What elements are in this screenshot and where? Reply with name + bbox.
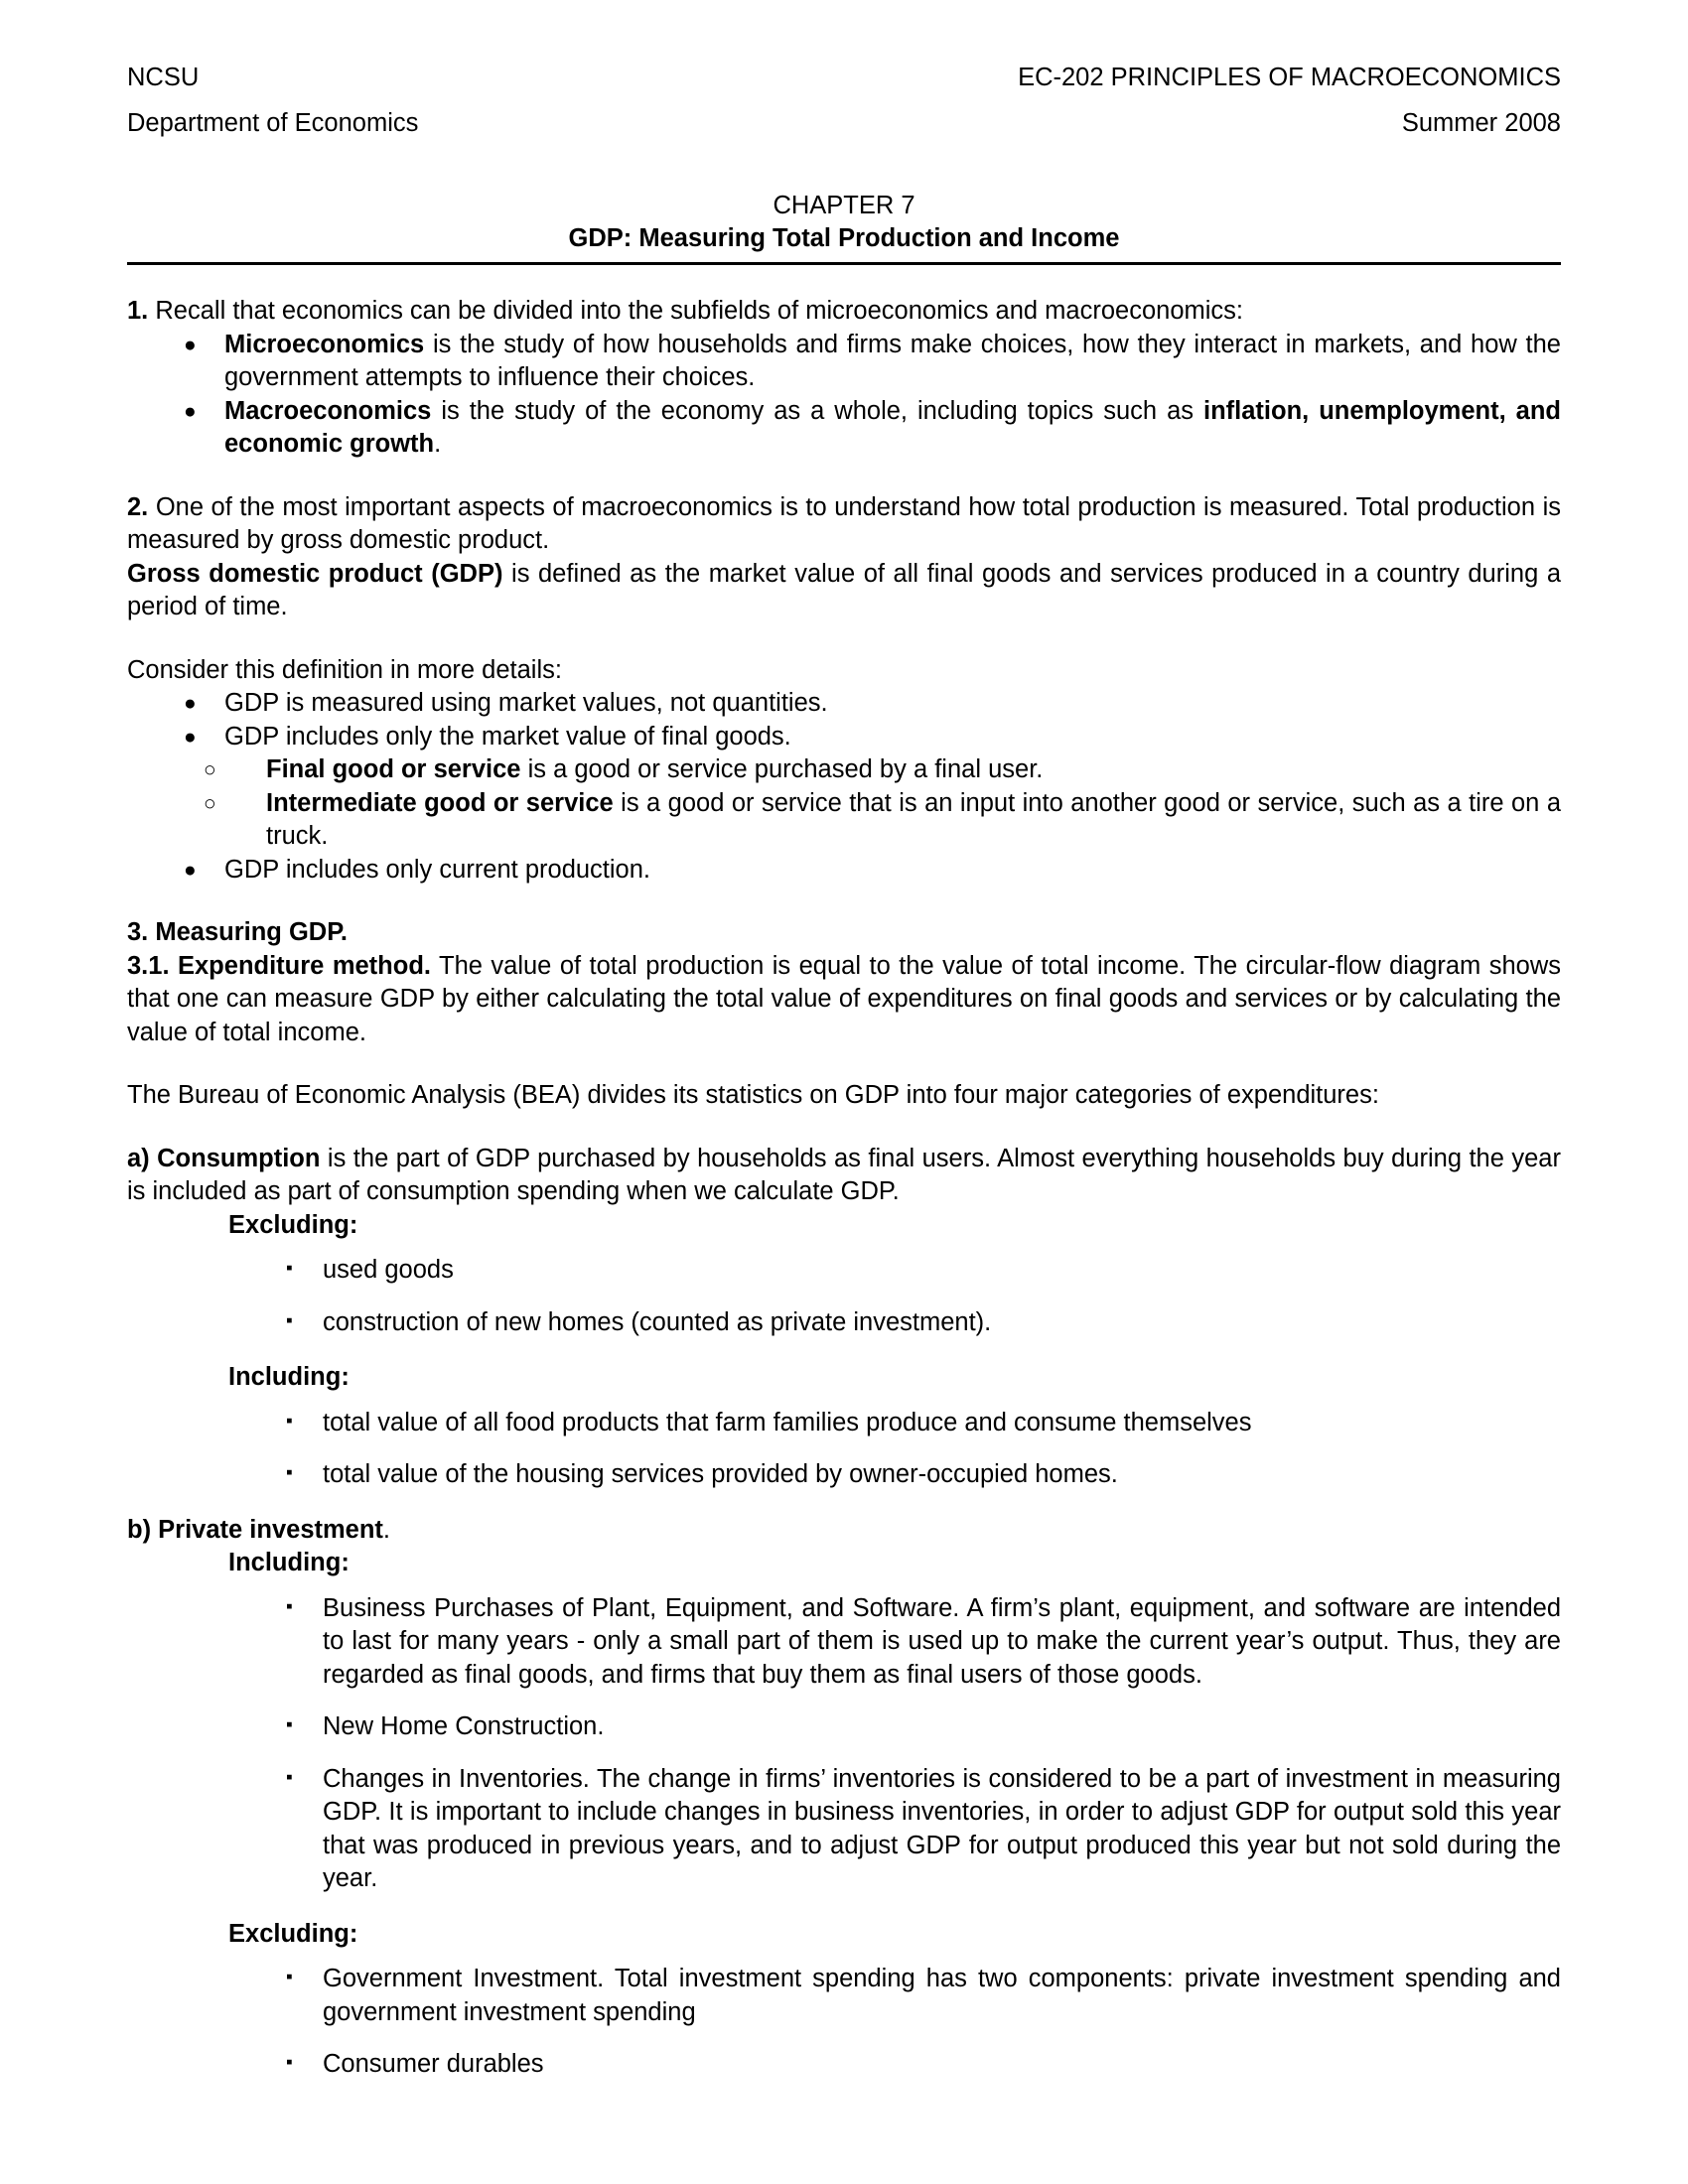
bea-paragraph: The Bureau of Economic Analysis (BEA) divides its statistics on GDP into four major categories of expenditures: bbox=[127, 1081, 1379, 1109]
disc-bullet-icon: ● bbox=[184, 692, 197, 715]
list-item bbox=[127, 1254, 1561, 1288]
disc-bullet-icon: ● bbox=[184, 858, 197, 882]
gdp-definition-text: is defined as the market value of all final goods and services produced in a country during a period of time. bbox=[127, 559, 1561, 620]
investment-label-suffix: . bbox=[382, 1515, 391, 1544]
section2-text: One of the most important aspects of macroeconomics is to understand how total production is measured. Total production is measured by gross domestic product. bbox=[127, 492, 1561, 554]
list-item bbox=[127, 1592, 1561, 1693]
list-item bbox=[127, 329, 1561, 395]
list-item bbox=[127, 1458, 1561, 1492]
investment-excluding-text: Government Investment. Total investment spending has two components: private investment spending and government investment spending bbox=[323, 1965, 1561, 2026]
chapter-number: CHAPTER 7 bbox=[773, 192, 915, 219]
circle-bullet-icon: ○ bbox=[204, 791, 216, 815]
gdp-term: Gross domestic product (GDP) bbox=[127, 559, 503, 588]
square-bullet-icon: ▪ bbox=[286, 1967, 293, 1987]
list-item bbox=[127, 1963, 1561, 2029]
consumption-excluding-label: Excluding: bbox=[228, 1210, 358, 1239]
final-good-term: Final good or service bbox=[266, 755, 521, 783]
disc-bullet-icon: ● bbox=[184, 399, 197, 423]
section2-paragraph bbox=[127, 491, 1561, 558]
square-bullet-icon: ▪ bbox=[286, 1766, 293, 1788]
including-item-text: total value of all food products that farm families produce and consume themselves bbox=[323, 1408, 1252, 1436]
gdp-detail-text: GDP includes only current production. bbox=[224, 855, 651, 884]
expenditure-method-label: 3.1. Expenditure method. bbox=[127, 951, 431, 980]
list-item bbox=[127, 753, 1561, 787]
square-bullet-icon: ▪ bbox=[286, 1309, 293, 1331]
good-service-sublist bbox=[127, 753, 1561, 854]
gdp-current-production-list bbox=[127, 854, 1561, 887]
term-label: Summer 2008 bbox=[1401, 109, 1561, 137]
expenditure-method-text: The value of total production is equal to the value of total income. The circular-flow diagram shows that one can measure GDP by either calculating the total value of expenditures on final goods and services or by calculating the value of total income. bbox=[127, 951, 1561, 1046]
consumption-including-list bbox=[127, 1407, 1561, 1492]
section1-lead bbox=[127, 295, 1561, 329]
investment-heading bbox=[127, 1514, 1561, 1548]
department-name: Department of Economics bbox=[127, 109, 419, 137]
list-item bbox=[127, 854, 1561, 887]
list-item bbox=[127, 721, 1561, 754]
section1-lead-text: Recall that economics can be divided into the subfields of microeconomics and macroeconomics: bbox=[155, 297, 1244, 325]
investment-including-text: Business Purchases of Plant, Equipment, and Software. A firm’s plant, equipment, and software are intended to last for many years - only a small part of them is used up to make the current year’s output. Thus, they are regarded as final goods, and firms that buy them as final users of those goods. bbox=[323, 1593, 1561, 1689]
macroeconomics-definition-b: . bbox=[434, 430, 442, 458]
section1-number: 1. bbox=[127, 297, 149, 325]
square-bullet-icon: ▪ bbox=[286, 1258, 293, 1279]
macroeconomics-term: Macroeconomics bbox=[224, 396, 432, 425]
gdp-detail-text: GDP is measured using market values, not quantities. bbox=[224, 689, 828, 717]
investment-excluding-label: Excluding: bbox=[228, 1919, 358, 1948]
consumption-excluding-list bbox=[127, 1254, 1561, 1339]
list-item bbox=[127, 1763, 1561, 1896]
list-item bbox=[127, 1306, 1561, 1340]
consumption-label: a) Consumption bbox=[127, 1144, 321, 1172]
list-item bbox=[127, 687, 1561, 721]
list-item bbox=[127, 2048, 1561, 2082]
gdp-definition-paragraph bbox=[127, 558, 1561, 624]
institution-name: NCSU bbox=[127, 64, 200, 91]
course-title: EC-202 PRINCIPLES OF MACROECONOMICS bbox=[1018, 64, 1561, 91]
square-bullet-icon: ▪ bbox=[286, 1462, 293, 1483]
expenditure-method-paragraph bbox=[127, 950, 1561, 1050]
page-header-bottom bbox=[127, 103, 1561, 143]
square-bullet-icon: ▪ bbox=[286, 2052, 293, 2073]
intermediate-good-term: Intermediate good or service bbox=[266, 788, 614, 817]
section3-heading-text: 3. Measuring GDP. bbox=[127, 918, 349, 946]
investment-including-label: Including: bbox=[228, 1549, 350, 1576]
consumption-paragraph bbox=[127, 1143, 1561, 1209]
final-good-definition: is a good or service purchased by a final user. bbox=[520, 755, 1044, 783]
disc-bullet-icon: ● bbox=[184, 333, 197, 356]
list-item bbox=[127, 1407, 1561, 1440]
microeconomics-definition: is the study of how households and firms make choices, how they interact in markets, and how the government attempts to influence their choices. bbox=[224, 330, 1561, 391]
intermediate-good-definition: is a good or service that is an input into another good or service, such as a tire on a truck. bbox=[266, 788, 1561, 850]
square-bullet-icon: ▪ bbox=[286, 1595, 293, 1617]
document-body bbox=[127, 265, 1561, 2082]
consumption-including-label: Including: bbox=[228, 1363, 350, 1391]
list-item bbox=[127, 1710, 1561, 1744]
disc-bullet-icon: ● bbox=[184, 725, 197, 749]
excluding-item-text: used goods bbox=[323, 1256, 454, 1284]
including-item-text: total value of the housing services provided by owner-occupied homes. bbox=[323, 1460, 1118, 1488]
section1-list bbox=[127, 329, 1561, 462]
chapter-title-block bbox=[127, 191, 1561, 254]
macro-topics-emphasis: inflation, unemployment, and economic growth bbox=[224, 396, 1561, 458]
investment-including-list bbox=[127, 1592, 1561, 1896]
investment-excluding-list bbox=[127, 1963, 1561, 2082]
consumption-text: is the part of GDP purchased by households as final users. Almost everything households buy during the year is included as part of consumption spending when we calculate GDP. bbox=[127, 1144, 1561, 1205]
microeconomics-term: Microeconomics bbox=[224, 330, 425, 358]
investment-excluding-text: Consumer durables bbox=[323, 2050, 544, 2078]
investment-including-text: New Home Construction. bbox=[323, 1712, 605, 1740]
circle-bullet-icon: ○ bbox=[204, 758, 216, 781]
investment-label: b) Private investment bbox=[127, 1515, 383, 1544]
page-header-top bbox=[127, 58, 1561, 97]
square-bullet-icon: ▪ bbox=[286, 1410, 293, 1432]
macroeconomics-definition-a: is the study of the economy as a whole, including topics such as bbox=[431, 396, 1204, 425]
list-item bbox=[127, 787, 1561, 854]
consider-definition-lead: Consider this definition in more details: bbox=[127, 655, 562, 684]
section3-heading bbox=[127, 916, 1561, 950]
excluding-item-text: construction of new homes (counted as private investment). bbox=[323, 1307, 992, 1336]
investment-including-text: Changes in Inventories. The change in firms’ inventories is considered to be a part of investment in measuring GDP. It is important to include changes in business inventories, in order to adjust GDP for output sold this year that was produced in previous years, and to adjust GDP for output produced this year but not sold during the year. bbox=[323, 1764, 1561, 1892]
section2-number: 2. bbox=[127, 492, 149, 521]
gdp-detail-text: GDP includes only the market value of final goods. bbox=[224, 722, 791, 751]
chapter-subject: GDP: Measuring Total Production and Income bbox=[568, 224, 1120, 252]
gdp-detail-list bbox=[127, 687, 1561, 753]
list-item bbox=[127, 395, 1561, 462]
square-bullet-icon: ▪ bbox=[286, 1714, 293, 1735]
